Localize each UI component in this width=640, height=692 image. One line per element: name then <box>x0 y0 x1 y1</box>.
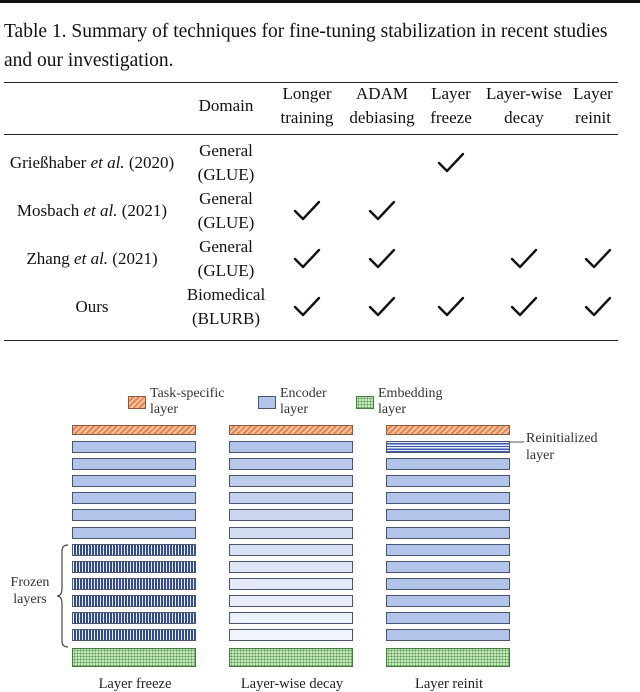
frozen-brace <box>56 544 70 648</box>
row-author <box>4 295 180 319</box>
check-icon <box>437 296 465 318</box>
encoder-layer <box>72 595 196 607</box>
table-header-rule <box>4 134 618 135</box>
task-specific-layer <box>386 425 510 435</box>
author-year: (2021) <box>112 249 158 268</box>
check-icon <box>293 200 321 222</box>
encoder-layer <box>386 492 510 504</box>
author-name: Ours <box>75 297 109 316</box>
encoder-layer <box>229 527 353 539</box>
row-author <box>4 151 180 175</box>
encoder-layer <box>386 629 510 641</box>
reinit-pointer <box>510 438 526 446</box>
encoder-layer <box>229 595 353 607</box>
encoder-layer <box>229 629 353 641</box>
encoder-layer <box>386 441 510 453</box>
check-icon <box>293 296 321 318</box>
legend-encoder-text: Encoder layer <box>280 386 327 417</box>
row-domain: General (GLUE) <box>197 189 255 232</box>
legend-encoder-swatch <box>258 396 276 409</box>
encoder-layer <box>386 527 510 539</box>
panel-label-decay: Layer-wise decay <box>240 676 344 692</box>
panel-label-reinit: Layer reinit <box>414 676 484 692</box>
figure-layer-schemes <box>0 378 640 692</box>
encoder-layer <box>386 595 510 607</box>
header-layer-freeze: Layer freeze <box>430 84 472 127</box>
check-icon <box>368 200 396 222</box>
author-year: (2021) <box>121 201 168 220</box>
top-rule <box>0 0 640 3</box>
encoder-layer <box>72 578 196 590</box>
author-name: Zhang <box>26 249 70 268</box>
encoder-layer <box>386 612 510 624</box>
encoder-layer <box>229 544 353 556</box>
encoder-layer <box>386 458 510 470</box>
encoder-layer <box>72 475 196 487</box>
check-icon <box>437 152 465 174</box>
encoder-layer <box>229 475 353 487</box>
encoder-layer <box>72 492 196 504</box>
check-icon <box>368 296 396 318</box>
task-specific-layer <box>72 425 196 435</box>
embedding-layer <box>229 648 353 667</box>
header-layer-reinit: Layer reinit <box>573 84 613 127</box>
encoder-layer <box>229 612 353 624</box>
row-domain: General (GLUE) <box>197 237 255 280</box>
encoder-layer <box>72 629 196 641</box>
author-etal: et al. <box>90 153 125 172</box>
encoder-layer <box>72 441 196 453</box>
encoder-layer <box>386 578 510 590</box>
row-author <box>4 247 180 271</box>
encoder-layer <box>229 561 353 573</box>
legend-embedding-text: Embedding layer <box>378 386 443 417</box>
encoder-layer <box>386 475 510 487</box>
check-icon <box>293 248 321 270</box>
encoder-layer <box>229 441 353 453</box>
author-etal: et al. <box>83 201 118 220</box>
legend-embedding-swatch <box>356 396 374 409</box>
encoder-layer <box>386 509 510 521</box>
encoder-layer <box>229 509 353 521</box>
row-author <box>4 199 180 223</box>
summary-table <box>4 82 618 342</box>
encoder-layer <box>229 578 353 590</box>
encoder-layer <box>72 544 196 556</box>
check-icon <box>368 248 396 270</box>
legend-task-swatch <box>128 396 146 409</box>
table-caption: Table 1. Summary of techniques for fine-tuning stabilization in recent studies and our investigation. <box>4 21 608 71</box>
author-year: (2020) <box>128 153 175 172</box>
encoder-layer <box>72 612 196 624</box>
header-longer-training: Longer training <box>280 84 334 127</box>
check-icon <box>510 248 538 270</box>
encoder-layer <box>386 544 510 556</box>
check-icon <box>510 296 538 318</box>
encoder-layer <box>72 509 196 521</box>
frozen-layers-label: Frozen layers <box>10 575 50 607</box>
legend-task-text: Task-specific layer <box>150 386 225 417</box>
header-adam-debiasing: ADAM debiasing <box>349 84 415 127</box>
row-domain: General (GLUE) <box>197 141 255 184</box>
task-specific-layer <box>229 425 353 435</box>
row-domain: Biomedical (BLURB) <box>186 285 266 328</box>
embedding-layer <box>386 648 510 667</box>
encoder-layer <box>386 561 510 573</box>
encoder-layer <box>72 561 196 573</box>
author-etal: et al. <box>74 249 109 268</box>
encoder-layer <box>229 458 353 470</box>
encoder-layer <box>72 458 196 470</box>
author-name: Grießhaber <box>9 153 87 172</box>
panel-label-freeze: Layer freeze <box>98 676 172 692</box>
reinitialized-layer-label: Reinitialized layer <box>526 431 598 463</box>
check-icon <box>584 296 612 318</box>
header-domain: Domain <box>198 96 254 115</box>
author-name: Mosbach <box>16 201 80 220</box>
encoder-layer <box>229 492 353 504</box>
table-bottom-rule <box>4 340 618 341</box>
embedding-layer <box>72 648 196 667</box>
check-icon <box>584 248 612 270</box>
header-layer-wise-decay: Layer-wise decay <box>485 84 563 127</box>
encoder-layer <box>72 527 196 539</box>
